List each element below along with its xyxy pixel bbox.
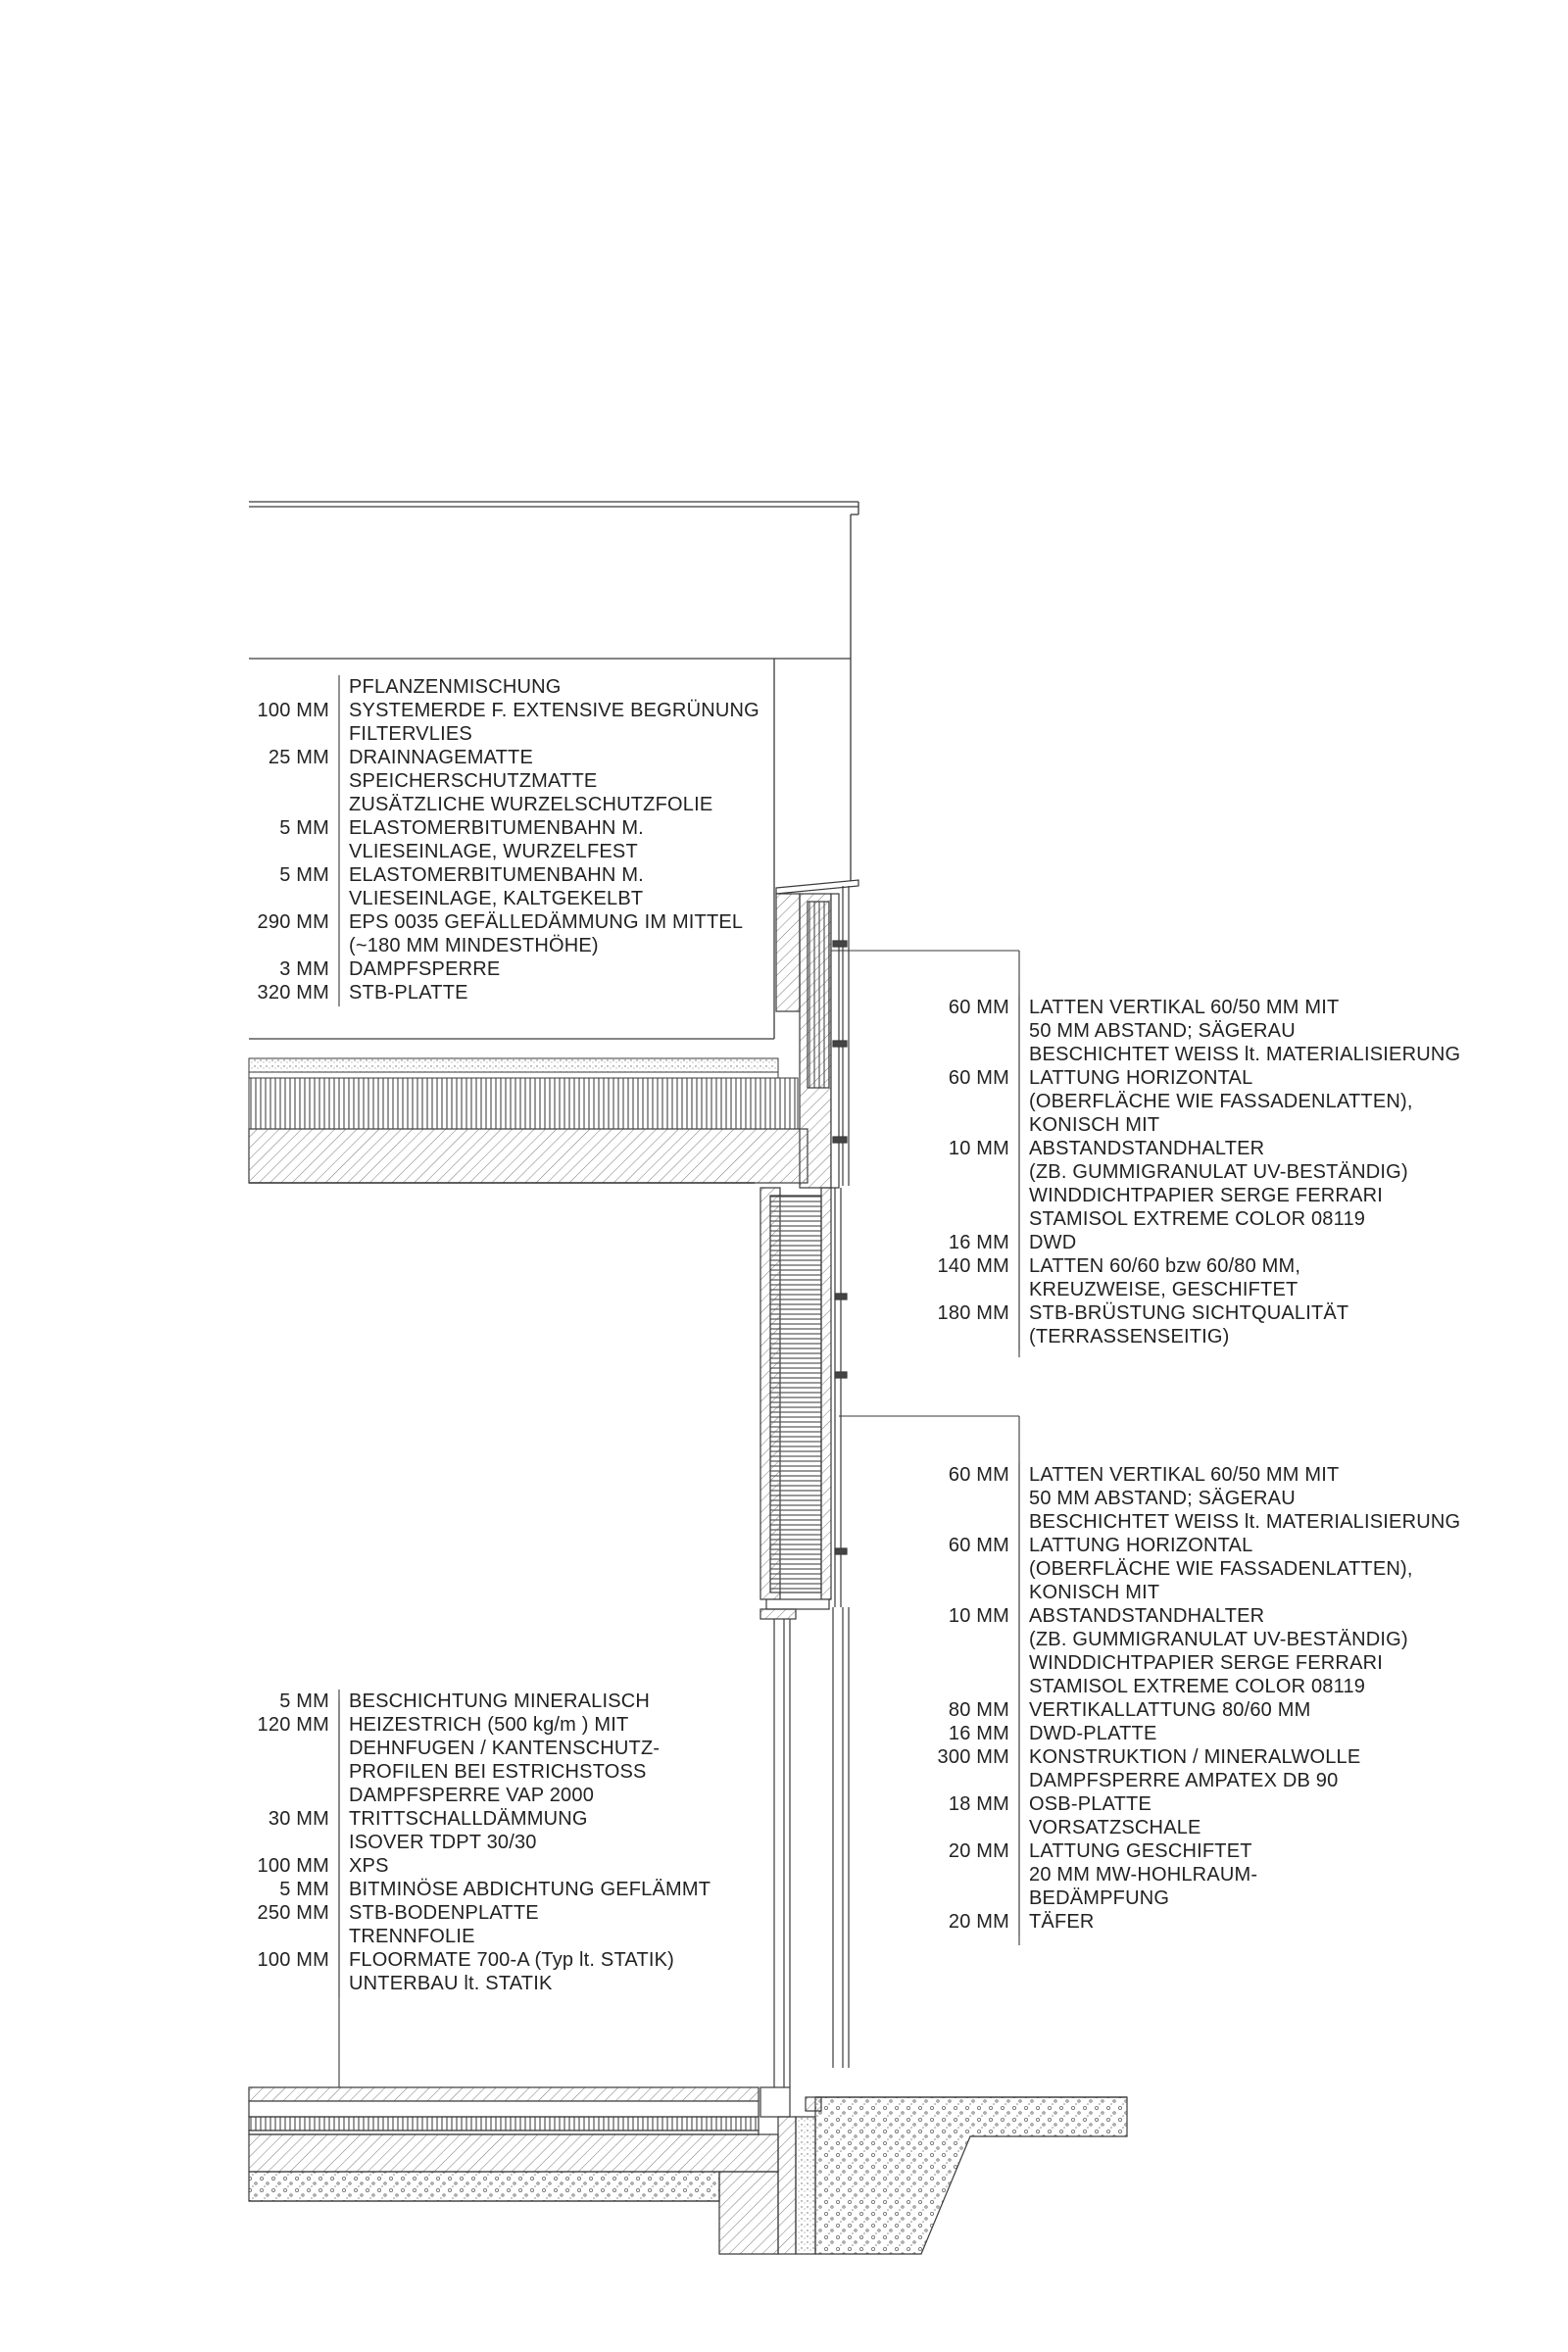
wall-layer-thickness: 18 MM <box>948 1793 1009 1815</box>
floor-layer-legend <box>258 1690 711 1997</box>
wall-layer-thickness: 60 MM <box>948 1464 1009 1486</box>
roof-layer-legend <box>258 675 760 1006</box>
parapet-layer-thickness: 10 MM <box>948 1138 1009 1159</box>
wall-layer-description: (ZB. GUMMIGRANULAT UV-BESTÄNDIG) <box>1029 1629 1408 1650</box>
roof-layer-thickness: 25 MM <box>268 747 329 768</box>
floor-layer-thickness: 5 MM <box>279 1879 329 1900</box>
floor-layer-thickness: 100 MM <box>257 1949 329 1971</box>
parapet-layer-thickness: 180 MM <box>937 1302 1009 1324</box>
wall-layer-thickness: 60 MM <box>948 1535 1009 1556</box>
parapet-layer-description: BESCHICHTET WEISS lt. MATERIALISIERUNG <box>1029 1044 1461 1065</box>
floor-layer-description: BESCHICHTUNG MINERALISCH <box>349 1690 651 1712</box>
floor-layer-description: DEHNFUGEN / KANTENSCHUTZ- <box>349 1738 661 1759</box>
wall-layer-description: DAMPFSPERRE AMPATEX DB 90 <box>1029 1770 1339 1791</box>
roof-layer-thickness: 5 MM <box>279 864 329 886</box>
roof-layer-description: STB-PLATTE <box>349 982 468 1004</box>
floor-layer-description: BITMINÖSE ABDICHTUNG GEFLÄMMT <box>349 1879 711 1900</box>
wall-layer-description: 50 MM ABSTAND; SÄGERAU <box>1029 1488 1296 1509</box>
wall-layer-description: 20 MM MW-HOHLRAUM- <box>1029 1864 1258 1886</box>
roof-layer-description: SPEICHERSCHUTZMATTE <box>349 770 598 792</box>
wall-layer-description: KONSTRUKTION / MINERALWOLLE <box>1029 1746 1361 1768</box>
wall-layer-thickness: 80 MM <box>948 1699 1009 1721</box>
parapet-layer-thickness: 60 MM <box>948 997 1009 1018</box>
roof-layer-thickness: 320 MM <box>257 982 329 1004</box>
wall-layer-thickness: 300 MM <box>937 1746 1009 1768</box>
roof-layer-description: PFLANZENMISCHUNG <box>349 676 562 698</box>
parapet-layer-thickness: 16 MM <box>948 1232 1009 1253</box>
parapet-layer-description: KREUZWEISE, GESCHIFTET <box>1029 1279 1298 1300</box>
roof-layer-description: ELASTOMERBITUMENBAHN M. <box>349 864 644 886</box>
wall-layer-description: STAMISOL EXTREME COLOR 08119 <box>1029 1676 1366 1697</box>
floor-layer-description: STB-BODENPLATTE <box>349 1902 539 1924</box>
roof-layer-description: ZUSÄTZLICHE WURZELSCHUTZFOLIE <box>349 794 713 815</box>
parapet-layer-description: (TERRASSENSEITIG) <box>1029 1326 1230 1348</box>
floor-layer-description: TRITTSCHALLDÄMMUNG <box>349 1808 588 1830</box>
wall-layer-description: LATTUNG HORIZONTAL <box>1029 1535 1253 1556</box>
roof-layer-description: VLIESEINLAGE, WURZELFEST <box>349 841 638 862</box>
parapet-layer-description: LATTEN VERTIKAL 60/50 MM MIT <box>1029 997 1340 1018</box>
wall-layer-description: LATTUNG GESCHIFTET <box>1029 1840 1252 1862</box>
wall-layer-description: VERTIKALLATTUNG 80/60 MM <box>1029 1699 1311 1721</box>
floor-layer-description: ISOVER TDPT 30/30 <box>349 1832 537 1853</box>
exterior-terrain <box>806 2097 1127 2254</box>
roof-layer-description: SYSTEMERDE F. EXTENSIVE BEGRÜNUNG <box>349 700 760 721</box>
wall-layer-thickness: 10 MM <box>948 1605 1009 1627</box>
parapet-layer-description: 50 MM ABSTAND; SÄGERAU <box>1029 1020 1296 1042</box>
wall-layer-description: VORSATZSCHALE <box>1029 1817 1201 1838</box>
wall-layer-description: OSB-PLATTE <box>1029 1793 1152 1815</box>
roof-layer-thickness: 290 MM <box>257 911 329 933</box>
roof-layer-description: FILTERVLIES <box>349 723 472 745</box>
wall-layer-description: BESCHICHTET WEISS lt. MATERIALISIERUNG <box>1029 1511 1461 1533</box>
floor-layer-thickness: 100 MM <box>257 1855 329 1877</box>
floor-layer-description: TRENNFOLIE <box>349 1926 475 1947</box>
roof-layer-description: DRAINNAGEMATTE <box>349 747 533 768</box>
wall-layer-description: BEDÄMPFUNG <box>1029 1887 1170 1909</box>
floor-layer-thickness: 30 MM <box>268 1808 329 1830</box>
floor-slab <box>249 2087 815 2254</box>
floor-layer-description: DAMPFSPERRE VAP 2000 <box>349 1785 595 1806</box>
parapet-layer-description: (ZB. GUMMIGRANULAT UV-BESTÄNDIG) <box>1029 1161 1408 1183</box>
roof-slab <box>249 1058 808 1183</box>
parapet-layer-description: ABSTANDSTANDHALTER <box>1029 1138 1265 1159</box>
parapet-layer-description: DWD <box>1029 1232 1077 1253</box>
wall-layer-thickness: 20 MM <box>948 1840 1009 1862</box>
wall-layer-legend <box>938 1463 1461 1936</box>
wall-layer-thickness: 16 MM <box>948 1723 1009 1744</box>
wall-layer-description: DWD-PLATTE <box>1029 1723 1157 1744</box>
floor-layer-description: FLOORMATE 700-A (Typ lt. STATIK) <box>349 1949 675 1971</box>
wall-layer-description: TÄFER <box>1029 1911 1095 1933</box>
parapet-layer-description: KONISCH MIT <box>1029 1114 1160 1136</box>
floor-layer-description: UNTERBAU lt. STATIK <box>349 1973 553 1994</box>
roof-layer-thickness: 5 MM <box>279 817 329 839</box>
parapet-layer-thickness: 60 MM <box>948 1067 1009 1089</box>
parapet-layer-description: LATTUNG HORIZONTAL <box>1029 1067 1253 1089</box>
exterior-wall <box>760 1188 849 2087</box>
roof-layer-description: ELASTOMERBITUMENBAHN M. <box>349 817 644 839</box>
floor-layer-description: PROFILEN BEI ESTRICHSTOSS <box>349 1761 647 1783</box>
roof-layer-thickness: 3 MM <box>279 958 329 980</box>
parapet-layer-description: LATTEN 60/60 bzw 60/80 MM, <box>1029 1255 1301 1277</box>
wall-layer-description: WINDDICHTPAPIER SERGE FERRARI <box>1029 1652 1384 1674</box>
roof-layer-description: DAMPFSPERRE <box>349 958 501 980</box>
floor-layer-thickness: 120 MM <box>257 1714 329 1736</box>
parapet-layer-description: WINDDICHTPAPIER SERGE FERRARI <box>1029 1185 1384 1206</box>
roof-layer-description: EPS 0035 GEFÄLLEDÄMMUNG IM MITTEL <box>349 911 744 933</box>
wall-layer-description: LATTEN VERTIKAL 60/50 MM MIT <box>1029 1464 1340 1486</box>
wall-layer-thickness: 20 MM <box>948 1911 1009 1933</box>
wall-layer-description: ABSTANDSTANDHALTER <box>1029 1605 1265 1627</box>
floor-layer-description: XPS <box>349 1855 389 1877</box>
parapet-layer-legend <box>938 996 1461 1350</box>
parapet-layer-description: (OBERFLÄCHE WIE FASSADENLATTEN), <box>1029 1091 1413 1112</box>
floor-layer-description: HEIZESTRICH (500 kg/m ) MIT <box>349 1714 629 1736</box>
roof-layer-description: (~180 MM MINDESTHÖHE) <box>349 935 599 956</box>
roof-layer-description: VLIESEINLAGE, KALTGEKELBT <box>349 888 644 909</box>
parapet-layer-description: STAMISOL EXTREME COLOR 08119 <box>1029 1208 1366 1230</box>
roof-layer-thickness: 100 MM <box>257 700 329 721</box>
parapet-layer-description: STB-BRÜSTUNG SICHTQUALITÄT <box>1029 1302 1349 1324</box>
floor-layer-thickness: 250 MM <box>257 1902 329 1924</box>
parapet-layer-thickness: 140 MM <box>937 1255 1009 1277</box>
wall-layer-description: KONISCH MIT <box>1029 1582 1160 1603</box>
wall-layer-description: (OBERFLÄCHE WIE FASSADENLATTEN), <box>1029 1558 1413 1580</box>
floor-layer-thickness: 5 MM <box>279 1690 329 1712</box>
